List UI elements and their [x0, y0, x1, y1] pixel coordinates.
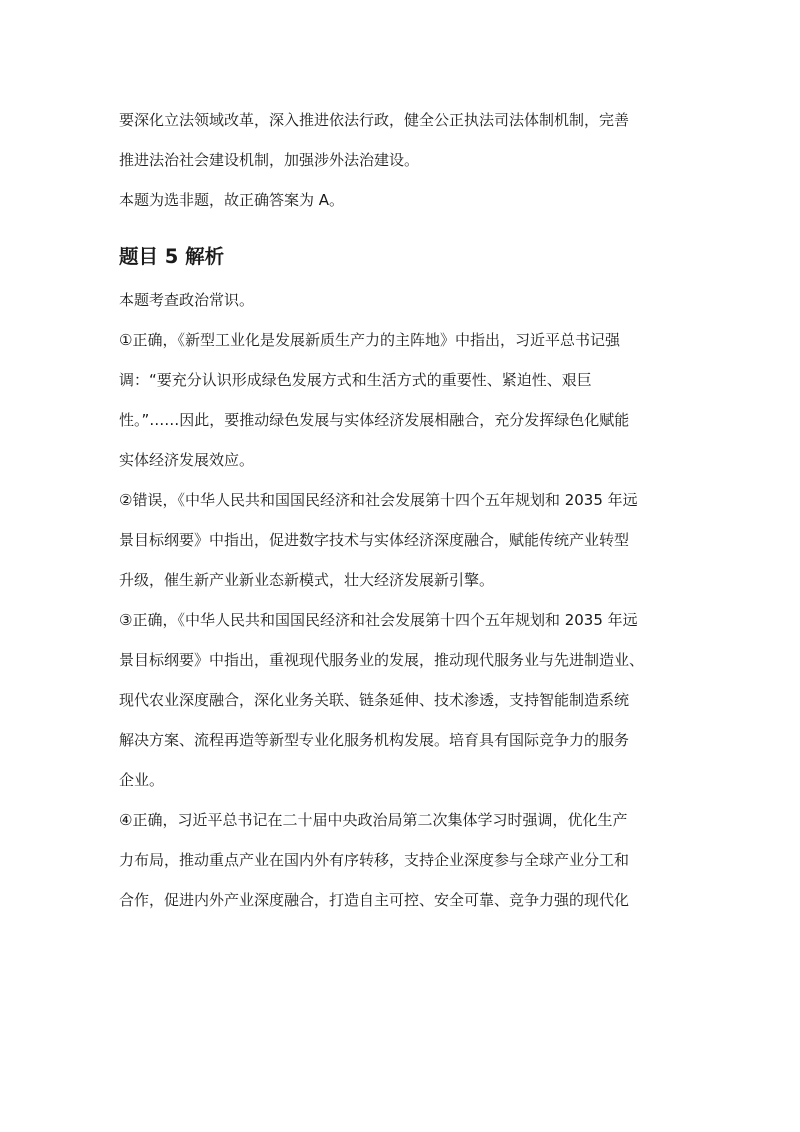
paragraph-line: 本题考查政治常识。 [119, 291, 255, 309]
paragraph-line: ①正确，《新型工业化是发展新质生产力的主阵地》中指出，习近平总书记强 [119, 331, 620, 349]
paragraph-line: 景目标纲要》中指出，重视现代服务业的发展，推动现代服务业与先进制造业、 [119, 651, 645, 669]
paragraph-line: 升级，催生新产业新业态新模式，壮大经济发展新引擎。 [119, 571, 495, 589]
paragraph-line: 推进法治社会建设机制，加强涉外法治建设。 [119, 151, 420, 169]
section-gap [119, 220, 685, 234]
paragraph-line: ②错误，《中华人民共和国国民经济和社会发展第十四个五年规划和 2035 年远 [119, 491, 638, 509]
answer-line: 本题为选非题，故正确答案为 A。 [119, 191, 345, 209]
paragraph-line: 力布局，推动重点产业在国内外有序转移，支持企业深度参与全球产业分工和 [119, 851, 630, 869]
paragraph-line: 要深化立法领域改革，深入推进依法行政，健全公正执法司法体制机制，完善 [119, 111, 630, 129]
document-page [119, 100, 685, 920]
paragraph-line: ④正确，习近平总书记在二十届中央政治局第二次集体学习时强调，优化生产 [119, 811, 628, 829]
paragraph-line: 解决方案、流程再造等新型专业化服务机构发展。培育具有国际竞争力的服务 [119, 731, 630, 749]
paragraph-line: 现代农业深度融合，深化业务关联、链条延伸、技术渗透，支持智能制造系统 [119, 691, 630, 709]
paragraph-line: ③正确，《中华人民共和国国民经济和社会发展第十四个五年规划和 2035 年远 [119, 611, 638, 629]
paragraph-line: 性。”……因此，要推动绿色发展与实体经济发展相融合，充分发挥绿色化赋能 [119, 411, 630, 429]
paragraph-line: 企业。 [119, 771, 165, 789]
paragraph-line: 景目标纲要》中指出，促进数字技术与实体经济深度融合，赋能传统产业转型 [119, 531, 630, 549]
paragraph-line: 调：“要充分认识形成绿色发展方式和生活方式的重要性、紧迫性、艰巨 [119, 371, 592, 389]
section-heading: 题目 5 解析 [119, 245, 225, 268]
paragraph-line: 实体经济发展效应。 [119, 451, 255, 469]
paragraph-line: 合作，促进内外产业深度融合，打造自主可控、安全可靠、竞争力强的现代化 [119, 891, 630, 909]
